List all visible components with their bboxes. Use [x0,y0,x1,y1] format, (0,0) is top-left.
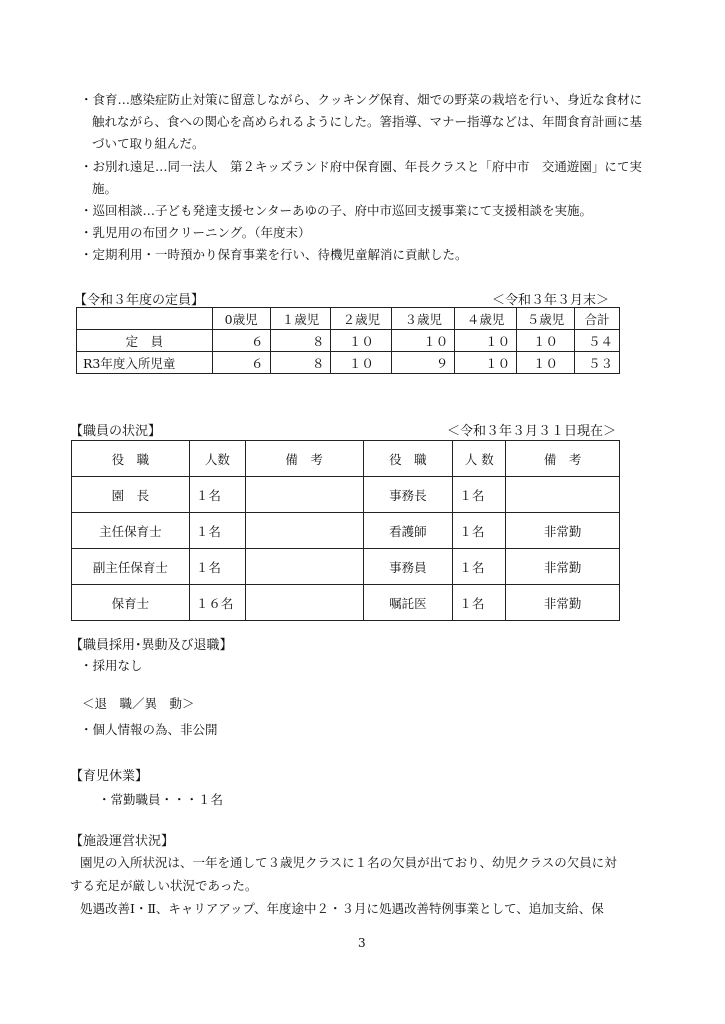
header-cell: ３歳児 [392,308,455,330]
table-row [72,513,620,549]
hiring-item: ・採用なし [80,658,143,673]
table-cell: １０ [392,330,455,352]
table-cell: １名 [189,513,245,549]
header-cell: ２歳児 [331,308,392,330]
bullet-line: ・食育…感染症防止対策に留意しながら、クッキング保育、畑での野菜の栽培を行い、身近な食材に [80,92,643,107]
bullet-line: ・お別れ遠足…同一法人 第２キッズランド府中保育園、年長クラスと「府中市 交通遊園」にて実 [80,158,642,174]
table-cell: １０ [331,330,392,352]
table-cell: 非常勤 [506,513,620,549]
hiring-subtitle: ＜退 職／異 動＞ [82,696,195,711]
capacity-date: ＜令和３年３月末＞ [492,293,610,308]
table-row [72,477,620,513]
table-row [72,585,620,621]
header-cell: ５歳児 [517,308,575,330]
header-cell: 合計 [575,308,620,330]
leave-item: ・常勤職員・・・１名 [98,792,224,807]
table-cell: 非常勤 [506,585,620,621]
table-cell: 看護師 [363,513,453,549]
table-cell: ６ [212,352,270,374]
table-cell: ９ [392,352,455,374]
table-row [77,352,620,374]
header-cell: 人数 [189,441,245,477]
activity-list [80,89,642,267]
table-header-row [72,441,620,477]
table-cell: ８ [270,352,331,374]
capacity-table [76,307,620,374]
table-cell: １０ [455,330,517,352]
capacity-title: 【令和３年度の定員】 [74,293,205,308]
bullet-line: 触れながら、食への関心を高められるようにした。箸指導、マナー指導などは、年間食育計画に基 [92,114,643,130]
row-label: 定 員 [77,330,213,352]
header-cell: 備 考 [245,441,363,477]
page-number: 3 [358,936,366,950]
table-cell: １名 [189,477,245,513]
table-row [77,330,620,352]
table-row [72,549,620,585]
table-cell: １６名 [189,585,245,621]
table-cell [245,477,363,513]
header-cell: 役 職 [72,441,190,477]
table-cell: １名 [453,477,506,513]
header-cell: 備 考 [506,441,620,477]
table-cell: １名 [189,549,245,585]
table-cell: 事務員 [363,549,453,585]
table-cell: ５３ [575,352,620,374]
hiring-title: 【職員採用･異動及び退職】 [70,638,233,653]
bullet-line: ・巡回相談…子ども発達支援センターあゆの子、府中市巡回支援事業にて支援相談を実施。 [80,202,593,218]
table-cell [245,513,363,549]
header-cell: 0歳児 [212,308,270,330]
bullet-line: ・乳児用の布団クリーニング。（年度末） [80,225,311,241]
staff-date: ＜令和３年３月３１日現在＞ [447,424,617,439]
table-cell: 非常勤 [506,549,620,585]
table-cell [245,585,363,621]
table-cell: 園 長 [72,477,190,513]
row-label: R3年度入所児童 [77,352,213,374]
table-cell: 副主任保育士 [72,549,190,585]
table-cell: １名 [453,513,506,549]
header-cell [77,308,213,330]
operation-title: 【施設運営状況】 [70,834,175,849]
table-cell: １名 [453,549,506,585]
table-cell: ８ [270,330,331,352]
bullet-line: づいて取り組んだ。 [92,136,205,152]
header-cell: 人 数 [453,441,506,477]
table-cell: 主任保育士 [72,513,190,549]
header-cell: １歳児 [270,308,331,330]
table-cell [506,477,620,513]
bullet-line: ・定期利用・一時預かり保育事業を行い、待機児童解消に貢献した。 [80,247,468,263]
table-cell: １０ [331,352,392,374]
operation-line: 処遇改善Ⅰ・Ⅱ、キャリアアップ、年度途中２・３月に処遇改善特例事業として、追加支給、保 [80,901,604,916]
table-cell: １０ [517,352,575,374]
table-cell: １名 [453,585,506,621]
table-cell: ５４ [575,330,620,352]
table-cell: 嘱託医 [363,585,453,621]
operation-line: する充足が厳しい状況であった。 [70,878,258,893]
table-cell: １０ [517,330,575,352]
hiring-sub-item: ・個人情報の為、非公開 [80,722,218,737]
operation-line: 園児の入所状況は、一年を通して３歳児クラスに１名の欠員が出ており、幼児クラスの欠員に対 [80,855,617,870]
staff-table [71,440,620,621]
staff-title: 【職員の状況】 [70,424,162,439]
bullet-line: 施。 [92,180,118,196]
table-cell: 事務長 [363,477,453,513]
header-cell: 役 職 [363,441,453,477]
table-cell [245,549,363,585]
header-cell: ４歳児 [455,308,517,330]
leave-title: 【育児休業】 [70,769,149,784]
table-cell: １０ [455,352,517,374]
table-cell: ６ [212,330,270,352]
table-header-row [77,308,620,330]
table-cell: 保育士 [72,585,190,621]
